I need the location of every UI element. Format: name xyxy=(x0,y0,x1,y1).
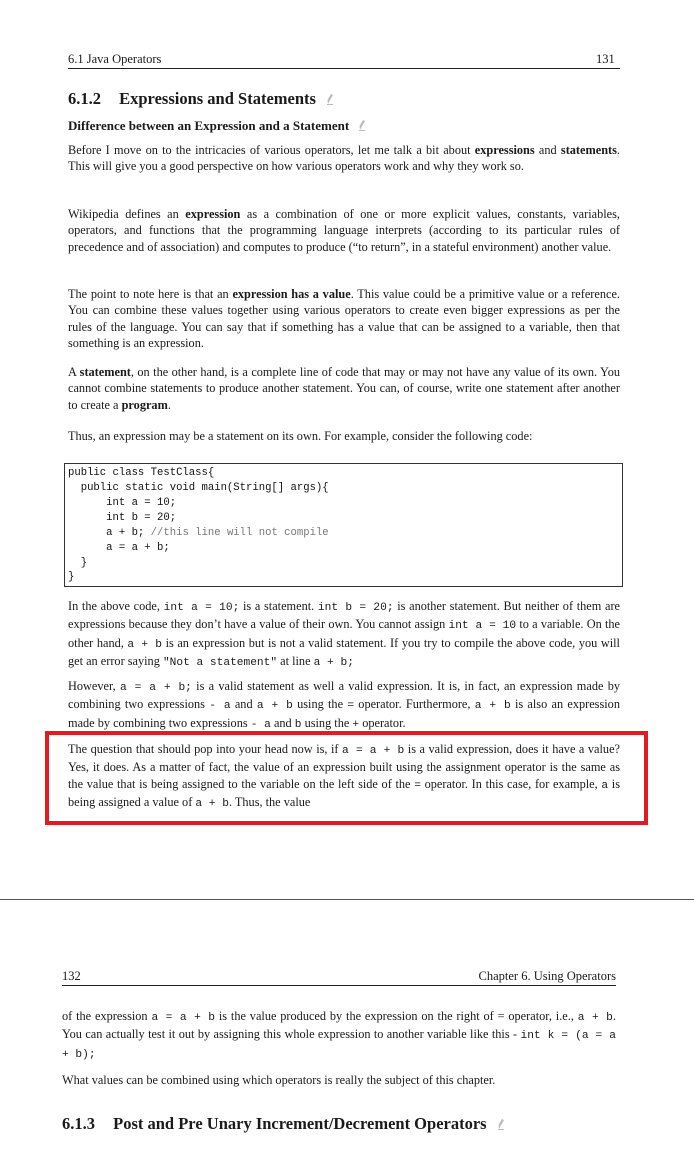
paragraph: A statement, on the other hand, is a complete line of code that may or may not have any value of its own. You cannot combine statements to produce another statement. You can, of course, write one statement after another to create a program. xyxy=(68,365,620,412)
code-line: } xyxy=(68,571,75,583)
paragraph: What values can be combined using which operators is really the subject of this chapter. xyxy=(62,1073,496,1087)
paragraph: Thus, an expression may be a statement on its own. For example, consider the following code: xyxy=(68,429,533,443)
page-divider xyxy=(0,899,694,900)
code-line: int b = 20; xyxy=(68,512,177,524)
highlighted-paragraph: The question that should pop into your head now is, if a = a + b is a valid expression, does it have a value? Yes, it does. As a matter of fact, the value of an expression built using the assignment operator is the same as the value that is being assigned to the variable on the left side of the = operator. In this case, for example, a is being assigned a value of a + b. Thus, the value xyxy=(68,742,620,810)
section-number: 6.1.2 xyxy=(68,89,101,108)
code-line: public static void main(String[] args){ xyxy=(68,482,329,494)
code-line: } xyxy=(68,557,88,569)
pencil-icon[interactable] xyxy=(358,119,366,131)
code-listing xyxy=(64,463,623,587)
pencil-icon[interactable] xyxy=(326,93,334,105)
paragraph: The point to note here is that an expression has a value. This value could be a primitive value or a reference. You can combine these values together using various operators to create even bigger expressions as per the rules of the language. You can say that if something has a value that can be assigned to a variable, then that something is an expression. xyxy=(68,287,620,350)
page-number: 132 xyxy=(62,969,81,983)
header-rule xyxy=(62,985,616,986)
section-heading xyxy=(62,1114,505,1134)
section-heading xyxy=(68,89,334,109)
paragraph: of the expression a = a + b is the value produced by the expression on the right of = operator, i.e., a + b. You can actually test it out by assigning this whole expression to another variable like this - int k = (a = a + b); xyxy=(62,1009,616,1061)
paragraph: In the above code, int a = 10; is a statement. int b = 20; is another statement. But neither of them are expressions because they don’t have a value of their own. You cannot assign int a = 10 to a variable. On the other hand, a + b is an expression but is not a valid statement. If you try to compile the above code, you will get an error saying "Not a statement" at line a + b; xyxy=(68,599,621,669)
code-comment: //this line will not compile xyxy=(150,527,329,539)
paragraph: However, a = a + b; is a valid statement as well a valid expression. It is, in fact, an expression made by combining two expressions - a and a + b using the = operator. Furthermore, a + b is also an expression made by combining two expressions - a and b using the + operator. xyxy=(68,679,620,731)
running-header-left: 6.1 Java Operators xyxy=(68,52,162,66)
header-rule xyxy=(68,68,620,69)
paragraph: Before I move on to the intricacies of various operators, let me talk a bit about expressions and statements. This will give you a good perspective on how various operators work and why they work so. xyxy=(68,143,620,174)
code-line: public class TestClass{ xyxy=(68,467,215,479)
page-number: 131 xyxy=(596,52,615,66)
paragraph: Wikipedia defines an expression as a combination of one or more explicit values, constants, variables, operators, and functions that the programming language interprets (according to its particular rules of precedence and of association) and computes to produce (“to return”, in a stateful environment) another value. xyxy=(68,207,620,254)
section-title: Expressions and Statements xyxy=(119,89,316,108)
code-line: a = a + b; xyxy=(68,542,170,554)
subsection-title: Difference between an Expression and a Statement xyxy=(68,118,350,133)
code-line: a + b; //this line will not compile xyxy=(68,527,329,539)
subsection-heading xyxy=(68,118,366,134)
section-title: Post and Pre Unary Increment/Decrement Operators xyxy=(113,1114,487,1133)
section-number: 6.1.3 xyxy=(62,1114,95,1133)
running-header-right: Chapter 6. Using Operators xyxy=(478,969,616,983)
pencil-icon[interactable] xyxy=(497,1118,505,1130)
code-line: int a = 10; xyxy=(68,497,177,509)
